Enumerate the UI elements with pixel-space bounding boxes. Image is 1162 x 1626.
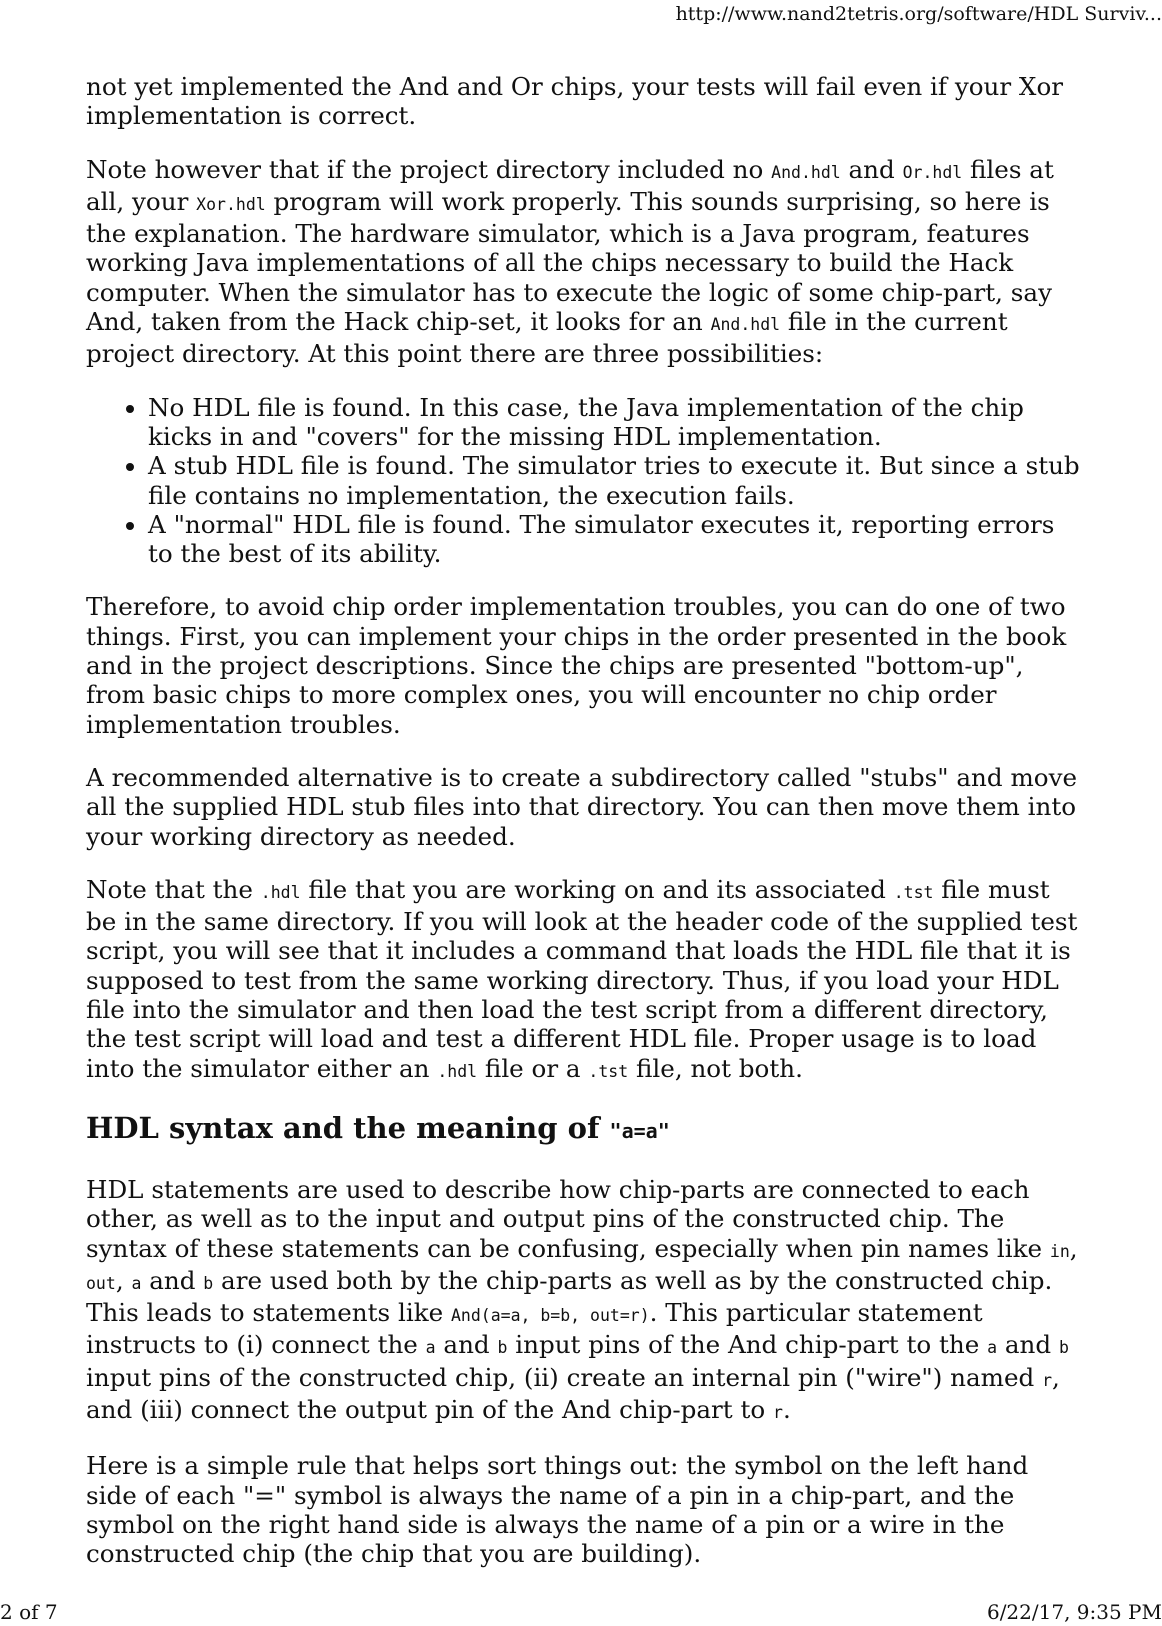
paragraph-simulator-explanation [86,155,1086,369]
code-and-hdl: And.hdl [771,162,841,182]
text-run: , and (iii) connect the output pin of the And chip-part to [86,1362,1060,1424]
section-heading [86,1110,1086,1149]
paragraph-intro-continuation: not yet implemented the And and Or chips, your tests will fail even if your Xor implementation is correct. [86,72,1064,131]
text-run: . This particular statement instructs to (i) connect the [86,1298,983,1360]
code-and-statement: And(a=a, b=b, out=r) [450,1306,650,1326]
page-header-url: http://www.nand2tetris.org/software/HDL Surviv... [675,3,1162,25]
code-r: r [1042,1370,1052,1390]
code-hdl-ext: .hdl [437,1061,478,1081]
text-run: file or a [477,1053,589,1083]
text-run: Note however that if the project directory included no [86,154,772,184]
possibilities-list [86,393,1086,569]
text-run: and [141,1265,204,1295]
heading-text: HDL syntax and the meaning of [86,1110,610,1145]
text-run: input pins of the constructed chip, (ii) create an internal pin ("wire") named [86,1362,1043,1392]
text-run: , [115,1265,132,1295]
paragraph-simple-rule: Here is a simple rule that helps sort things out: the symbol on the left hand side of each "=" symbol is always the name of a pin in a chip-part, and the symbol on the right hand side is always the name of a pin or a wire in the constructed chip (the chip that you are building). [86,1451,1029,1569]
text-run: file, not both. [628,1053,803,1083]
code-out: out [86,1273,116,1293]
text-run: and [840,154,903,184]
text-run: HDL statements are used to describe how chip-parts are connected to each other, as well as to the input and output pins of the constructed chip. The syntax of these statements can be confusing, especially when pin names like [86,1174,1050,1263]
text-run: file that you are working on and its associated [300,874,894,904]
text-run: Note that the [86,874,261,904]
list-item: • A stub HDL file is found. The simulator tries to execute it. But since a stub file contains no implementation, the execution fails. [148,451,1086,510]
text-run: program will work properly. This sounds surprising, so here is the explanation. The hardware simulator, which is a Java program, features working Java implementations of all the chips necessary to build the Hack computer. When the simulator has to execute the logic of some chip-part, say And, taken from the Hack chip-set, it looks for an [86,186,1052,337]
code-b: b [203,1273,214,1293]
code-tst-ext: .tst [588,1061,629,1081]
text-run: . [782,1394,791,1424]
text-run: are used both by the chip-parts as well as by the constructed chip. This leads to statements like [86,1265,1053,1328]
code-a: a [987,1338,998,1358]
code-a: a [425,1338,436,1358]
page-number: 2 of 7 [0,1600,58,1624]
paragraph-stubs-alternative: A recommended alternative is to create a subdirectory called "stubs" and move all the supplied HDL stub files into that directory. You can then move them into your working directory as needed. [86,762,1078,851]
text-run: file in the current project directory. At this point there are three possibilities: [86,307,1008,369]
text-run: and [435,1330,498,1360]
code-b: b [497,1338,508,1358]
print-timestamp: 6/22/17, 9:35 PM [986,1600,1162,1624]
heading-code: "a=a" [609,1118,670,1143]
text-run: files at all, your [86,154,1054,216]
paragraph-chip-order: Therefore, to avoid chip order implementation troubles, you can do one of two things. First, you can implement your chips in the order presented in the book and in the project descriptions. Since the chips are presented "bottom-up", from basic chips to more complex ones, you will encounter no chip order implementation troubles. [86,592,1067,739]
code-r: r [773,1402,783,1422]
code-xor-hdl: Xor.hdl [196,194,266,214]
text-run: and [997,1330,1059,1360]
code-b: b [1058,1338,1069,1358]
paragraph-same-directory [86,875,1086,1086]
document-body [86,72,1086,1592]
code-a: a [131,1273,142,1293]
list-item: • A "normal" HDL file is found. The simulator executes it, reporting errors to the best of its ability. [148,510,1086,569]
code-and-hdl: And.hdl [710,315,781,335]
code-hdl-ext: .hdl [260,882,301,902]
text-run: input pins of the And chip-part to the [507,1330,988,1360]
code-or-hdl: Or.hdl [902,162,963,182]
text-run: , [1069,1233,1078,1263]
list-item: • No HDL file is found. In this case, the Java implementation of the chip kicks in and "covers" for the missing HDL implementation. [148,393,1086,452]
code-in: in [1049,1241,1070,1261]
code-tst-ext: .tst [893,882,934,902]
paragraph-hdl-statements [86,1175,1086,1427]
text-run: file must be in the same directory. If you will look at the header code of the supplied test script, you will see that it includes a command that loads the HDL file that it is supposed to test from the same working directory. Thus, if you load your HDL file into the simulator and then load the test script from a different directory, the test script will load and test a different HDL file. Proper usage is to load into the simulator either an [86,874,1078,1083]
